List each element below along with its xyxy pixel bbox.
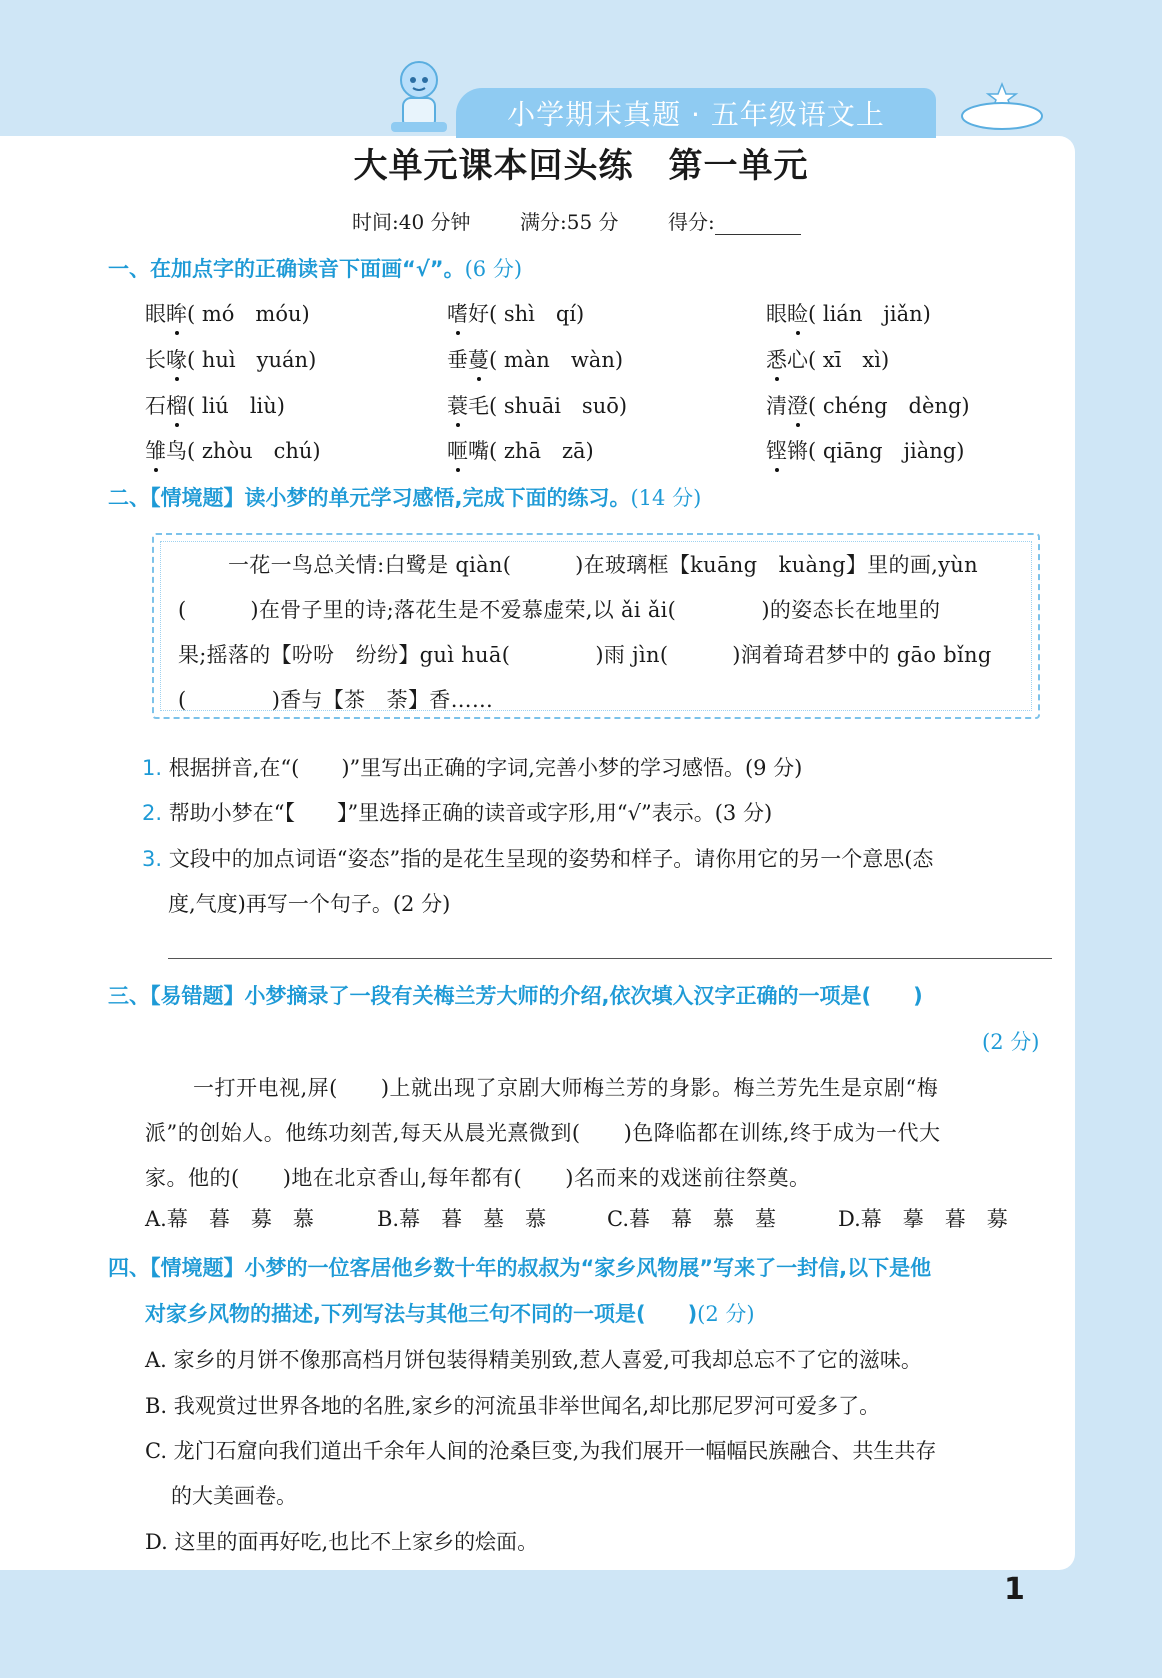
brand-logo-icon bbox=[956, 80, 1048, 136]
passage-line: 一打开电视,屏( )上就出现了京剧大师梅兰芳的身影。梅兰芳先生是京剧“梅 bbox=[193, 1076, 939, 1100]
pinyin-choices: 锵( qiāng jiàng) bbox=[787, 439, 965, 463]
dotted-character: 喙 bbox=[166, 344, 187, 374]
pinyin-item[interactable] bbox=[447, 390, 627, 420]
question-text: 文段中的加点词语“姿态”指的是花生呈现的姿势和样子。请你用它的另一个意思(态 bbox=[168, 847, 934, 871]
pinyin-choices: ( lián jiǎn) bbox=[808, 302, 931, 326]
pinyin-item[interactable] bbox=[447, 435, 594, 465]
option-a[interactable]: A.幕 暮 募 慕 bbox=[145, 1207, 314, 1231]
pinyin-item[interactable] bbox=[766, 298, 931, 328]
pinyin-choices: ( mó móu) bbox=[187, 302, 310, 326]
section-4-title: 四、【情境题】小梦的一位客居他乡数十年的叔叔为“家乡风物展”写来了一封信,以下是他 bbox=[108, 1256, 932, 1280]
passage-line: 家。他的( )地在北京香山,每年都有( )名而来的戏迷前往祭奠。 bbox=[145, 1166, 811, 1190]
question-number: 2. bbox=[142, 801, 163, 825]
score-blank[interactable] bbox=[715, 216, 801, 235]
section-1-points: (6 分) bbox=[464, 257, 523, 281]
dotted-character: 咂 bbox=[447, 435, 468, 465]
option-d[interactable]: D. 这里的面再好吃,也比不上家乡的烩面。 bbox=[145, 1530, 539, 1554]
score-field bbox=[668, 206, 801, 235]
option-d[interactable]: D.幕 摹 暮 募 bbox=[838, 1207, 1008, 1231]
header-banner: 小学期末真题 · 五年级语文上 bbox=[456, 88, 936, 138]
dotted-character: 睑 bbox=[787, 298, 808, 328]
question-2-3 bbox=[142, 843, 933, 873]
word-prefix: 清 bbox=[766, 394, 787, 418]
dotted-character: 澄 bbox=[787, 390, 808, 420]
pinyin-choices: ( chéng dèng) bbox=[808, 394, 970, 418]
dotted-character: 蔓 bbox=[468, 344, 489, 374]
section-2-text: 二、【情境题】读小梦的单元学习感悟,完成下面的练习。 bbox=[108, 486, 631, 510]
option-c[interactable]: C. 龙门石窟向我们道出千余年人间的沧桑巨变,为我们展开一幅幅民族融合、共生共存 bbox=[145, 1439, 937, 1463]
pinyin-choices: ( màn wàn) bbox=[489, 348, 624, 372]
passage-line: 果;摇落的【吩吩 纷纷】guì huā( )雨 jìn( )润着琦君梦中的 gāo bǐng bbox=[178, 643, 992, 667]
dotted-character: 榴 bbox=[166, 390, 187, 420]
pinyin-item[interactable] bbox=[447, 344, 623, 374]
section-1-text: 一、在加点字的正确读音下面画“√”。 bbox=[108, 257, 465, 281]
section-1-title bbox=[108, 253, 522, 283]
passage-line: ( )在骨子里的诗;落花生是不爱慕虚荣,以 ǎi ǎi( )的姿态长在地里的 bbox=[178, 598, 941, 622]
pinyin-choices: 嘴( zhā zā) bbox=[468, 439, 594, 463]
mascot-icon bbox=[383, 56, 455, 134]
dotted-character: 眸 bbox=[166, 298, 187, 328]
pinyin-choices: 好( shì qí) bbox=[468, 302, 585, 326]
score-label: 得分: bbox=[668, 210, 715, 234]
pinyin-choices: 毛( shuāi suō) bbox=[468, 394, 628, 418]
option-c[interactable]: C.暮 幕 慕 墓 bbox=[607, 1207, 776, 1231]
word-prefix: 石 bbox=[145, 394, 166, 418]
pinyin-item[interactable] bbox=[766, 435, 964, 465]
section-2-points: (14 分) bbox=[630, 486, 702, 510]
question-2-3-cont: 度,气度)再写一个句子。(2 分) bbox=[168, 892, 451, 916]
question-number: 3. bbox=[142, 847, 163, 871]
option-a[interactable]: A. 家乡的月饼不像那高档月饼包装得精美别致,惹人喜爱,可我却总忘不了它的滋味。 bbox=[145, 1348, 922, 1372]
page-number: 1 bbox=[1004, 1572, 1025, 1607]
option-b[interactable]: B.幕 暮 墓 慕 bbox=[377, 1207, 547, 1231]
question-text: 根据拼音,在“( )”里写出正确的字词,完善小梦的学习感悟。(9 分) bbox=[168, 756, 803, 780]
time-label: 时间:40 分钟 bbox=[352, 210, 471, 234]
word-prefix: 眼 bbox=[145, 302, 166, 326]
section-3-points: (2 分) bbox=[982, 1030, 1040, 1054]
dotted-character: 嗜 bbox=[447, 298, 468, 328]
pinyin-choices: ( huì yuán) bbox=[187, 348, 317, 372]
full-score-label: 满分:55 分 bbox=[520, 210, 619, 234]
question-number: 1. bbox=[142, 756, 163, 780]
pinyin-item[interactable] bbox=[145, 390, 285, 420]
pinyin-choices: ( liú liù) bbox=[187, 394, 285, 418]
pinyin-choices: 心( xī xì) bbox=[787, 348, 890, 372]
section-3-title: 三、【易错题】小梦摘录了一段有关梅兰芳大师的介绍,依次填入汉字正确的一项是( ) bbox=[108, 984, 923, 1008]
section-2-title bbox=[108, 482, 701, 512]
pinyin-item[interactable] bbox=[145, 298, 310, 328]
dotted-character: 悉 bbox=[766, 344, 787, 374]
pinyin-item[interactable] bbox=[766, 344, 889, 374]
section-4-title-cont: 对家乡风物的描述,下列写法与其他三句不同的一项是( )(2 分) bbox=[145, 1302, 755, 1326]
question-2-2 bbox=[142, 797, 772, 827]
dotted-character: 雏 bbox=[145, 435, 166, 465]
question-text: 帮助小梦在“【 】”里选择正确的读音或字形,用“√”表示。(3 分) bbox=[168, 801, 773, 825]
pinyin-item[interactable] bbox=[145, 435, 321, 465]
section-4-points: (2 分) bbox=[697, 1302, 755, 1326]
pinyin-item[interactable] bbox=[766, 390, 970, 420]
question-2-1 bbox=[142, 752, 802, 782]
pinyin-item[interactable] bbox=[447, 298, 584, 328]
answer-line[interactable] bbox=[168, 958, 1052, 959]
page-title: 大单元课本回头练 第一单元 bbox=[353, 146, 809, 186]
word-prefix: 垂 bbox=[447, 348, 468, 372]
option-c-cont: 的大美画卷。 bbox=[171, 1484, 297, 1508]
passage-line: 派”的创始人。他练功刻苦,每天从晨光熹微到( )色降临都在训练,终于成为一代大 bbox=[145, 1121, 941, 1145]
dotted-character: 铿 bbox=[766, 435, 787, 465]
option-b[interactable]: B. 我观赏过世界各地的名胜,家乡的河流虽非举世闻名,却比那尼罗河可爱多了。 bbox=[145, 1394, 881, 1418]
pinyin-choices: 鸟( zhòu chú) bbox=[166, 439, 321, 463]
passage-line: ( )香与【茶 荼】香…… bbox=[178, 688, 494, 712]
dotted-character: 蓑 bbox=[447, 390, 468, 420]
passage-line: 一花一鸟总关情:白鹭是 qiàn( )在玻璃框【kuāng kuàng】里的画,yùn bbox=[228, 553, 978, 577]
pinyin-item[interactable] bbox=[145, 344, 316, 374]
word-prefix: 眼 bbox=[766, 302, 787, 326]
word-prefix: 长 bbox=[145, 348, 166, 372]
